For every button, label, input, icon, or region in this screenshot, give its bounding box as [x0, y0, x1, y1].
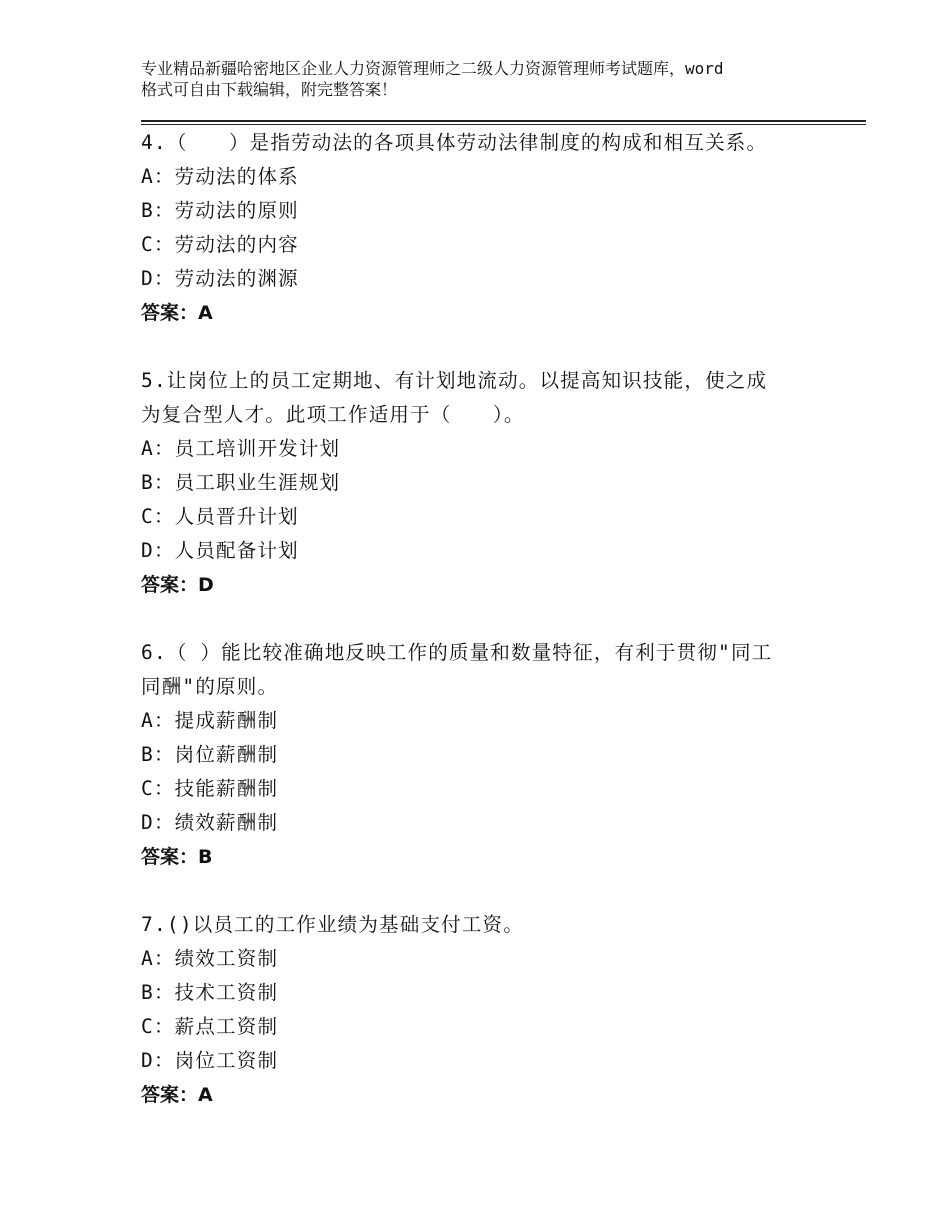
question-5	[141, 364, 841, 602]
option-c: C：薪点工资制	[141, 1015, 279, 1038]
option-b: B：员工职业生涯规划	[141, 471, 341, 494]
question-list	[141, 126, 841, 1146]
question-stem-line-2: 为复合型人才。此项工作适用于（ ）。	[141, 403, 525, 426]
question-4	[141, 126, 841, 330]
option-d: D：绩效薪酬制	[141, 811, 279, 834]
question-6	[141, 636, 841, 874]
option-c: C：技能薪酬制	[141, 777, 279, 800]
option-b: B：岗位薪酬制	[141, 743, 279, 766]
option-a: A：提成薪酬制	[141, 709, 279, 732]
document-header	[141, 58, 831, 100]
option-c: C：人员晋升计划	[141, 505, 299, 528]
question-stem-line-2: 同酬"的原则。	[141, 675, 279, 698]
option-a: A：绩效工资制	[141, 947, 279, 970]
option-d: D：人员配备计划	[141, 539, 299, 562]
header-line-1: 专业精品新疆哈密地区企业人力资源管理师之二级人力资源管理师考试题库，word	[141, 59, 724, 78]
option-b: B：技术工资制	[141, 981, 279, 1004]
header-rule-thick	[141, 120, 866, 122]
answer-label: 答案：A	[141, 1084, 213, 1106]
option-c: C：劳动法的内容	[141, 233, 299, 256]
header-line-2: 格式可自由下载编辑，附完整答案！	[141, 80, 398, 99]
option-d: D：岗位工资制	[141, 1049, 279, 1072]
question-stem-line-1: 6.（ ）能比较准确地反映工作的质量和数量特征，有利于贯彻"同工	[141, 641, 773, 664]
option-a: A：员工培训开发计划	[141, 437, 341, 460]
header-rule-thin	[141, 124, 866, 125]
option-b: B：劳动法的原则	[141, 199, 299, 222]
question-stem: 7.()以员工的工作业绩为基础支付工资。	[141, 913, 524, 936]
option-a: A：劳动法的体系	[141, 165, 299, 188]
question-stem: 4.（ ）是指劳动法的各项具体劳动法律制度的构成和相互关系。	[141, 131, 768, 154]
option-d: D：劳动法的渊源	[141, 267, 299, 290]
answer-label: 答案：D	[141, 574, 214, 596]
answer-label: 答案：B	[141, 846, 213, 868]
answer-label: 答案：A	[141, 302, 213, 324]
question-stem-line-1: 5.让岗位上的员工定期地、有计划地流动。以提高知识技能，使之成	[141, 369, 768, 392]
question-7	[141, 908, 841, 1112]
